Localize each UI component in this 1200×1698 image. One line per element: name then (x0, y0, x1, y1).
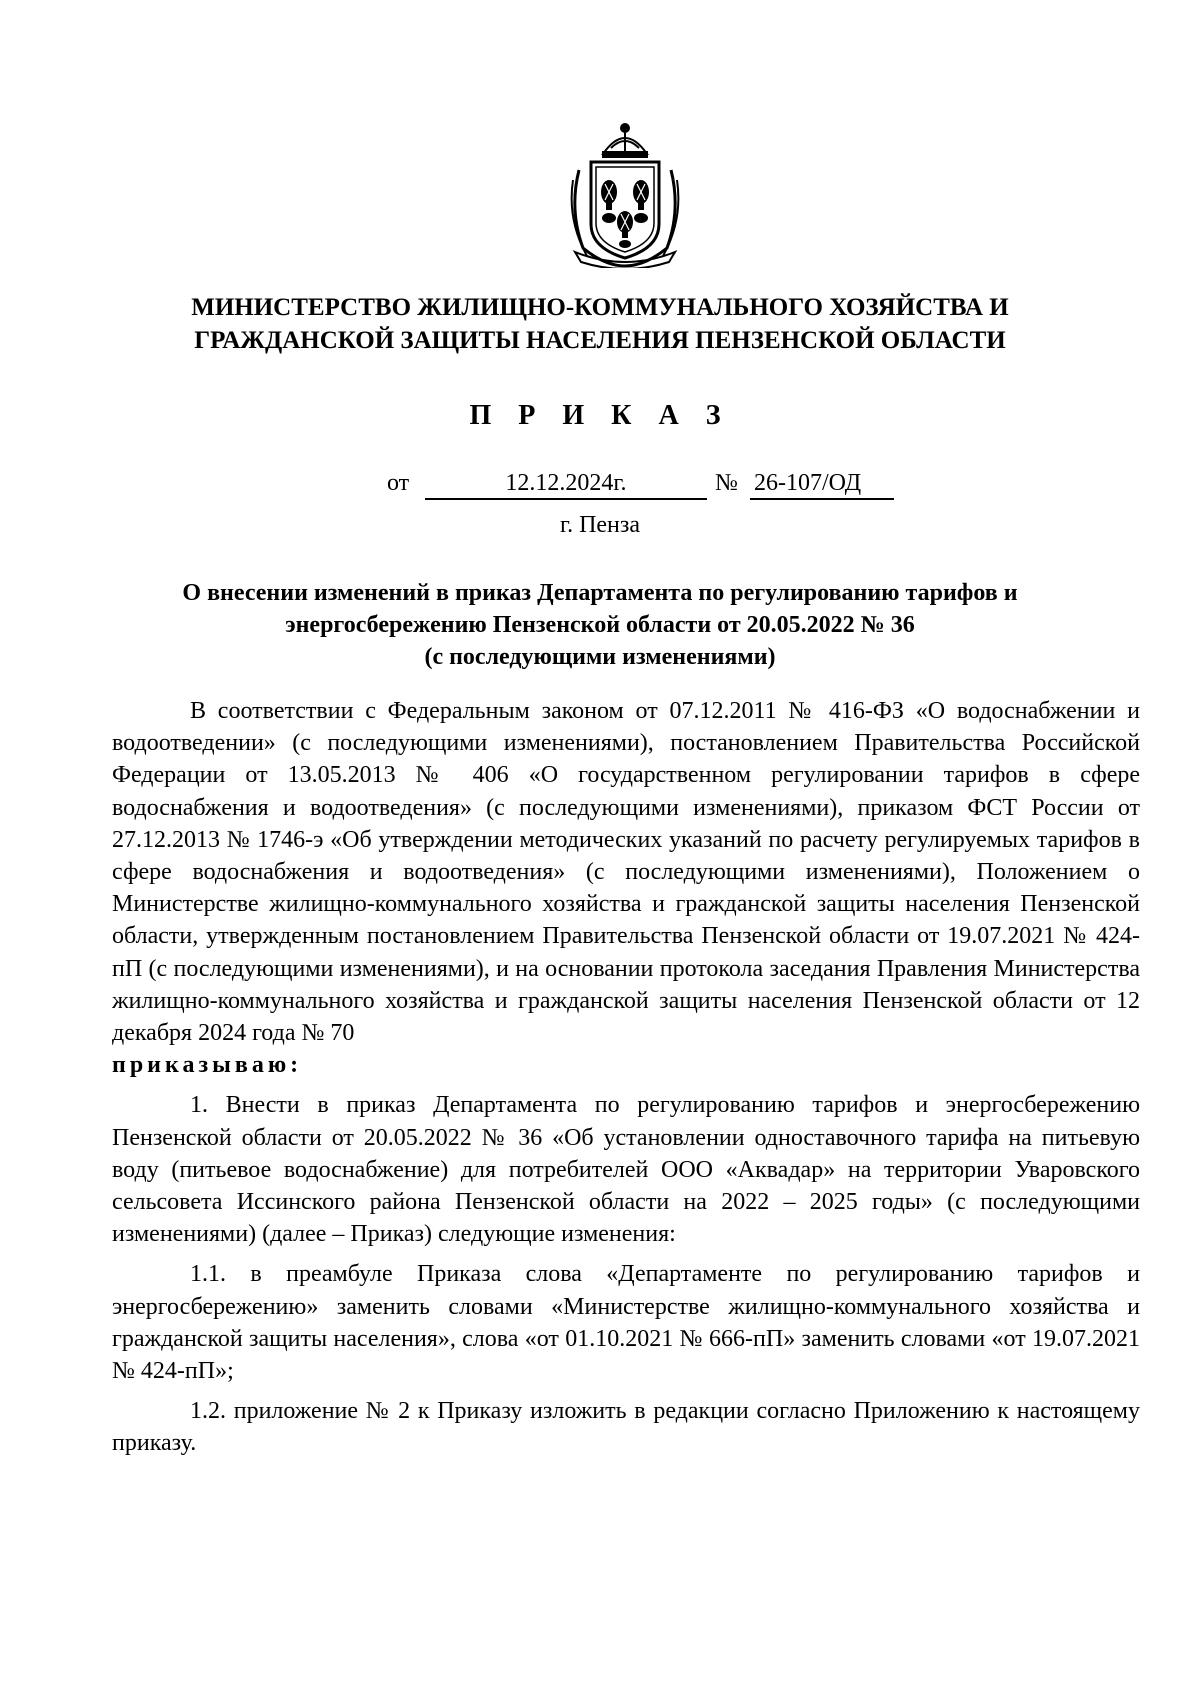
document-body (112, 695, 1140, 1460)
preamble-paragraph: В соответствии с Федеральным законом от 07.12.2011 № 416-ФЗ «О водоснабжении и водоотведении» (с последующими изменениями), постановлением Правительства Российской Федерации от 13.05.2013 № 406 «О государственном регулировании тарифов в сфере водоснабжения и водоотведения» (с последующими изменениями), приказом ФСТ России от 27.12.2013 № 1746-э «Об утверждении методических указаний по расчету регулируемых тарифов в сфере водоснабжения и водоотведения» (с последующими изменениями), Положением о Министерстве жилищно-коммунального хозяйства и гражданской защиты населения Пензенской области, утвержденным постановлением Правительства Пензенской области от 19.07.2021 № 424-пП (с последующими изменениями), и на основании протокола заседания Правления Министерства жилищно-коммунального хозяйства и гражданской защиты населения Пензенской области от 12 декабря 2024 года № 70 (112, 698, 1140, 1047)
document-date: 12.12.2024г. (425, 470, 707, 500)
ministry-name-line1: МИНИСТЕРСТВО ЖИЛИЩНО-КОММУНАЛЬНОГО ХОЗЯЙСТВА И (191, 294, 1009, 321)
ministry-name-line2: ГРАЖДАНСКОЙ ЗАЩИТЫ НАСЕЛЕНИЯ ПЕНЗЕНСКОЙ ОБЛАСТИ (194, 327, 1006, 354)
item-1-paragraph: 1. Внести в приказ Департамента по регулированию тарифов и энергосбережению Пензенской области от 20.05.2022 № 36 «Об установлении одноставочного тарифа на питьевую воду (питьевое водоснабжение) для потребителей ООО «Аквадар» на территории Уваровского сельсовета Иссинского района Пензенской области на 2022 – 2025 годы» (с последующими изменениями) (далее – Приказ) следующие изменения: (112, 1092, 1140, 1248)
item-1-2-paragraph: 1.2. приложение № 2 к Приказу изложить в редакции согласно Приложению к настоящему приказу. (112, 1398, 1140, 1457)
document-number: 26-107/ОД (750, 470, 894, 500)
coat-of-arms-icon (565, 120, 685, 268)
city: г. Пенза (559, 512, 641, 538)
subject-line1: О внесении изменений в приказ Департамента по регулированию тарифов и (182, 580, 1018, 606)
subject-line3: (с последующими изменениями) (424, 644, 776, 670)
ministry-name (100, 291, 1100, 357)
document-type: П Р И К А З (469, 400, 731, 431)
subject-line2: энергосбережению Пензенской области от 20.05.2022 № 36 (285, 612, 915, 638)
item-1-1-paragraph: 1.1. в преамбуле Приказа слова «Департаменте по регулированию тарифов и энергосбережению» заменить словами «Министерстве жилищно-коммунального хозяйства и гражданской защиты населения», слова «от 01.10.2021 № 666-пП» заменить словами «от 19.07.2021 № 424-пП»; (112, 1261, 1140, 1385)
date-prefix: от (387, 470, 410, 496)
number-sign: № (715, 470, 738, 496)
document-subject (100, 577, 1100, 673)
order-word: приказываю: (112, 1052, 303, 1079)
